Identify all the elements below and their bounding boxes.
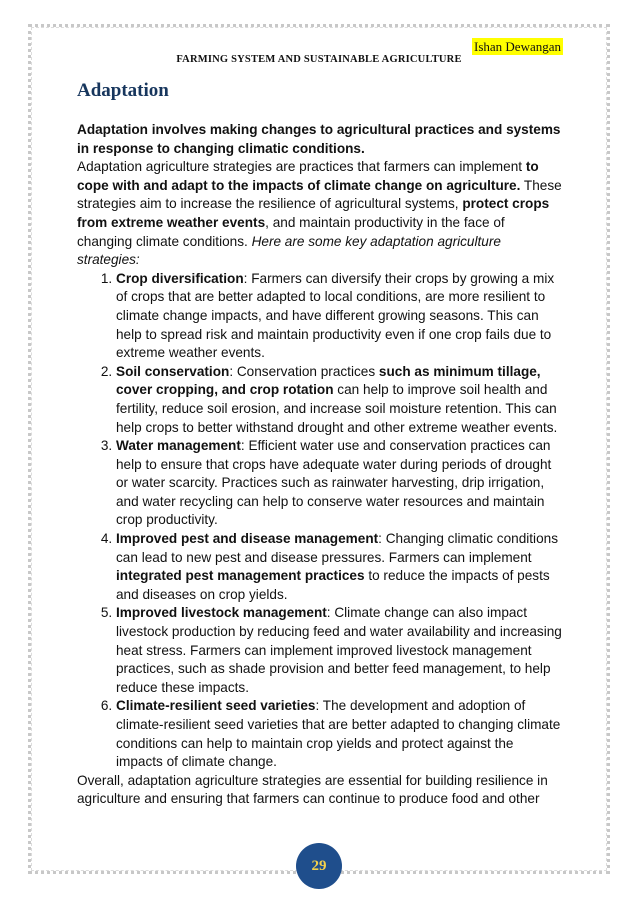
strategy-term: Crop diversification <box>116 270 244 286</box>
strategy-text: to reduce the impacts of pests and diseases on crop yields. <box>116 568 550 602</box>
strategy-term: Improved pest and disease management <box>116 531 379 547</box>
strategy-text: : The development and adoption of climate-resilient seed varieties that are better adapted to changing climate conditions can help to maintain crop yields and protect against the impacts of climate change. <box>116 698 561 770</box>
page-number-badge: 29 <box>296 843 342 889</box>
strategy-term: Improved livestock management <box>116 605 327 621</box>
strategy-bold: integrated pest management practices <box>116 568 365 584</box>
running-header: FARMING SYSTEM AND SUSTAINABLE AGRICULTURE <box>176 54 462 65</box>
strategy-term: Soil conservation <box>116 363 230 379</box>
author-name: Ishan Dewangan <box>474 39 561 54</box>
strategy-term: Water management <box>116 438 241 454</box>
strategy-pre: : Changing climatic conditions can lead to new pest and disease pressures. Farmers can implement <box>116 531 558 565</box>
strategy-list <box>77 270 563 772</box>
strategy-text: can help to improve soil health and fertility, reduce soil erosion, and increase soil moisture retention. This can help crops to better withstand drought and other extreme weather events. <box>116 382 558 435</box>
page-number-footer <box>0 843 638 889</box>
list-item <box>116 604 563 697</box>
list-item <box>116 270 563 363</box>
strategy-text: : Climate change can also impact livestock production by reducing feed and water availability and increasing heat stress. Farmers can implement improved livestock management practices, such as shade provision and better feed management, to help reduce these impacts. <box>116 605 562 695</box>
strategy-term: Climate-resilient seed varieties <box>116 698 316 714</box>
list-item <box>116 530 563 604</box>
list-item <box>116 697 563 771</box>
intro-bold-2: protect crops from extreme weather events <box>77 196 550 230</box>
strategy-text: : Farmers can diversify their crops by growing a mix of crops that are better adapted to local conditions, are more resilient to climate change impacts, and have different growing seasons. This can help to spread risk and maintain productivity even if one crop fails due to extreme weather events. <box>116 270 555 361</box>
body-text <box>77 121 563 809</box>
intro-paragraph <box>77 158 563 270</box>
strategy-text: : Efficient water use and conservation practices can help to ensure that crops have adequate water during periods of drought or water scarcity. Practices such as rainwater harvesting, drip irrigation, and water recycling can help to conserve water resources and maintain crop productivity. <box>116 438 552 528</box>
intro-italic: Here are some key adaptation agriculture strategies: <box>77 233 501 268</box>
intro-text-3: , and maintain productivity in the face of changing climate conditions. <box>77 214 505 249</box>
intro-text-1: Adaptation agriculture strategies are practices that farmers can implement <box>77 159 526 175</box>
list-item <box>116 437 563 530</box>
closing-paragraph: Overall, adaptation agriculture strategies are essential for building resilience in agriculture and ensuring that farmers can continue to produce food and other <box>77 772 548 807</box>
intro-text-2: These strategies aim to increase the resilience of agricultural systems, <box>77 177 562 212</box>
list-item <box>116 363 563 437</box>
intro-bold-1: to cope with and adapt to the impacts of climate change on agriculture. <box>77 159 539 193</box>
strategy-pre: : Conservation practices <box>229 363 379 379</box>
strategy-bold: such as minimum tillage, cover cropping, and crop rotation <box>116 363 541 398</box>
section-title: Adaptation <box>77 80 169 101</box>
lead-paragraph: Adaptation involves making changes to agricultural practices and systems in response to changing climatic conditions. <box>77 122 561 156</box>
